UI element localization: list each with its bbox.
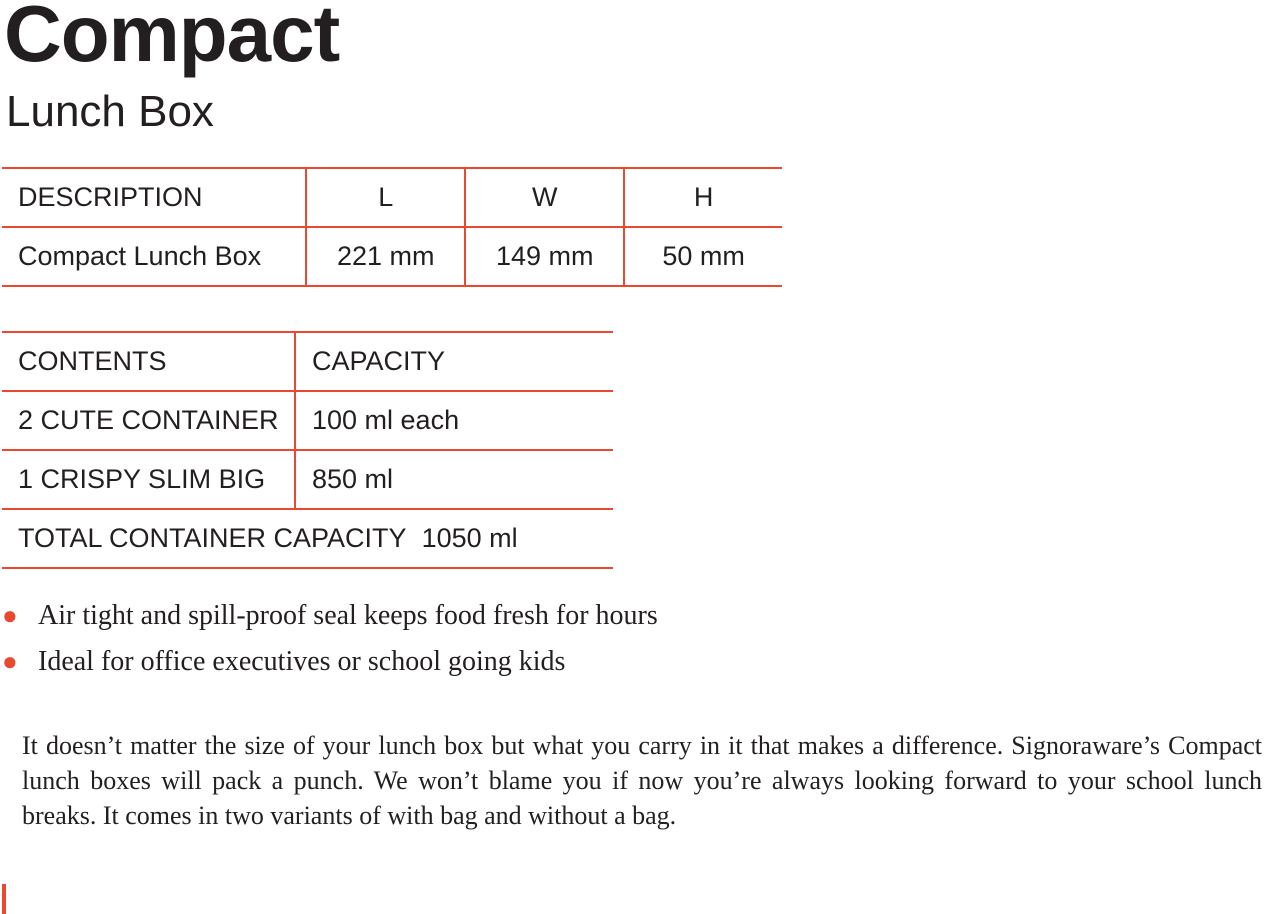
table-row <box>2 227 782 286</box>
list-item <box>0 596 658 642</box>
cell-width: 149 mm <box>465 227 624 286</box>
column-header-capacity: CAPACITY <box>295 332 613 391</box>
bullet-dot-icon: ● <box>2 601 18 630</box>
dimensions-table <box>2 167 782 287</box>
cell-capacity: 850 ml <box>295 450 613 509</box>
column-header-height: H <box>624 168 782 227</box>
accent-bar <box>2 884 6 914</box>
cell-height: 50 mm <box>624 227 782 286</box>
cell-description: Compact Lunch Box <box>2 227 306 286</box>
total-capacity-label: TOTAL CONTAINER CAPACITY <box>18 523 407 553</box>
column-header-length: L <box>306 168 465 227</box>
page-title: Compact <box>4 0 340 78</box>
table-header-row <box>2 168 782 227</box>
total-capacity-cell <box>2 509 613 568</box>
column-header-width: W <box>465 168 624 227</box>
column-header-description: DESCRIPTION <box>2 168 306 227</box>
bullet-dot-icon: ● <box>2 647 18 676</box>
cell-capacity: 100 ml each <box>295 391 613 450</box>
cell-content-name: 2 CUTE CONTAINER <box>2 391 295 450</box>
list-item <box>0 642 658 688</box>
feature-text: Air tight and spill-proof seal keeps food fresh for hours <box>38 600 658 631</box>
page-subtitle: Lunch Box <box>6 87 214 136</box>
column-header-contents: CONTENTS <box>2 332 295 391</box>
table-row <box>2 450 613 509</box>
cell-content-name: 1 CRISPY SLIM BIG <box>2 450 295 509</box>
contents-table <box>2 331 613 569</box>
table-total-row <box>2 509 613 568</box>
table-row <box>2 391 613 450</box>
feature-text: Ideal for office executives or school going kids <box>38 646 566 677</box>
total-capacity-value: 1050 ml <box>421 523 518 553</box>
table-header-row <box>2 332 613 391</box>
cell-length: 221 mm <box>306 227 465 286</box>
product-description: It doesn’t matter the size of your lunch box but what you carry in it that makes a difference. Signoraware’s Compact lunch boxes will pack a punch. We won’t blame you if now you’re always looking forward to your school lunch breaks. It comes in two variants of with bag and without a bag. <box>22 731 1262 830</box>
feature-list <box>0 596 658 688</box>
